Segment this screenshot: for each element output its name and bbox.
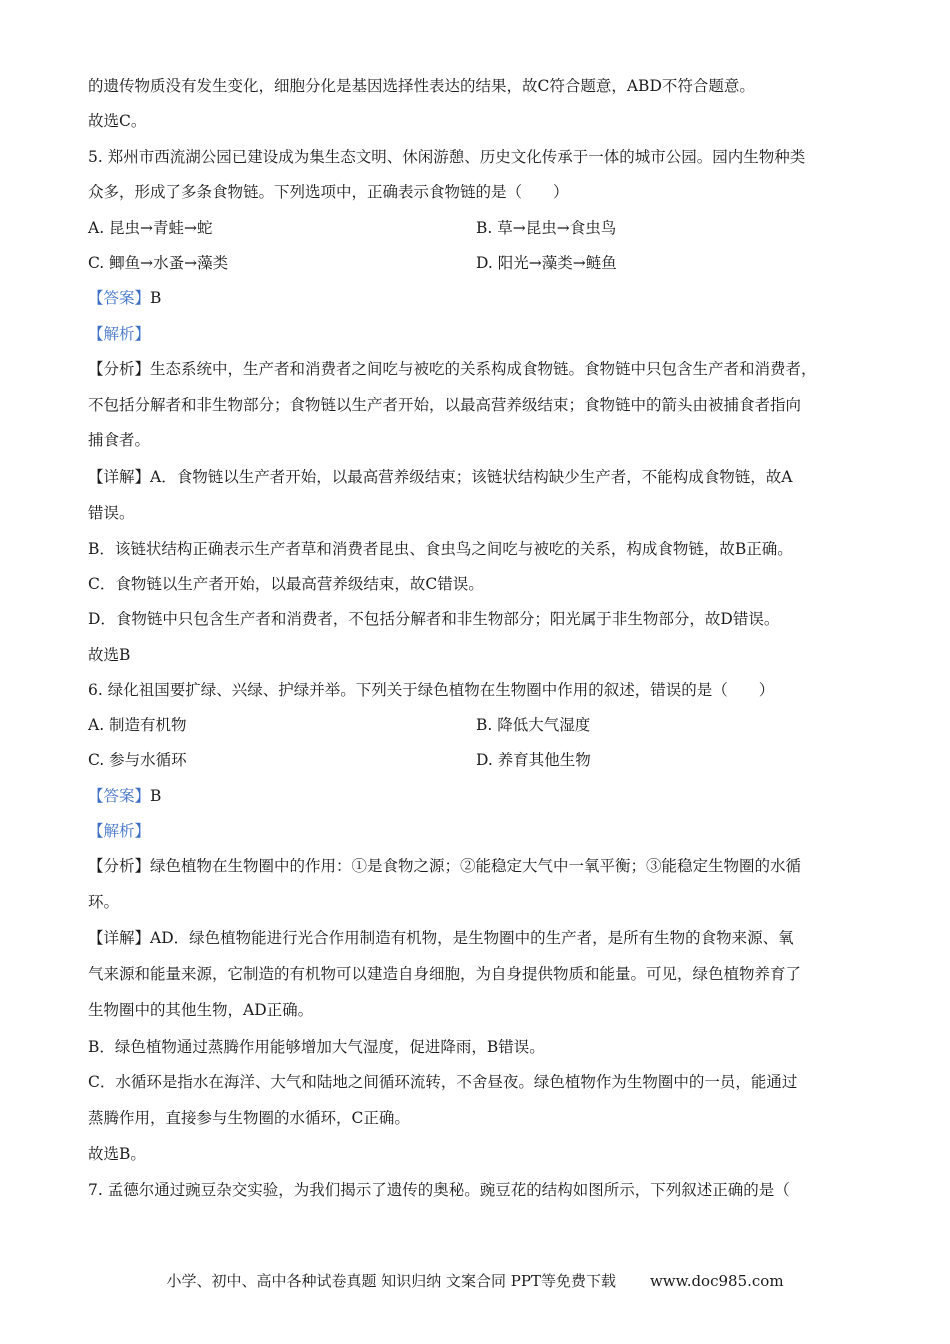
q5-conclusion: 故选B xyxy=(88,646,131,664)
paragraph-line: 的遗传物质没有发生变化，细胞分化是基因选择性表达的结果，故C符合题意，ABD不符合题意。 xyxy=(88,77,755,95)
footer-link[interactable]: www.doc985.com xyxy=(649,1272,784,1290)
q5-fenxi-line xyxy=(88,359,817,379)
q6-answer xyxy=(88,786,161,806)
q5-option-c: C. 鲫鱼→水蚤→藻类 xyxy=(88,254,229,272)
q5-explain-d: D．食物链中只包含生产者和消费者，不包括分解者和非生物部分；阳光属于非生物部分，故D错误。 xyxy=(88,610,780,628)
q6-explain-c: C．水循环是指水在海洋、大气和陆地之间循环流转，不舍昼夜。绿色植物作为生物圈中的一员，能通过 xyxy=(88,1073,798,1091)
fenxi-text: 生态系统中，生产者和消费者之间吃与被吃的关系构成食物链。食物链中只包含生产者和消费者， xyxy=(150,360,817,378)
answer-tag: 【答案】 xyxy=(88,787,151,805)
page-footer xyxy=(0,1270,950,1291)
q5-explain-c: C．食物链以生产者开始，以最高营养级结束，故C错误。 xyxy=(88,575,484,593)
q6-option-a: A. 制造有机物 xyxy=(88,716,187,734)
q5-option-b: B. 草→昆虫→食虫鸟 xyxy=(476,219,617,237)
q5-xiangjie-line-2: 错误。 xyxy=(88,504,135,522)
xiangjie-text: AD．绿色植物能进行光合作用制造有机物，是生物圈中的生产者，是所有生物的食物来源、氧 xyxy=(150,929,794,947)
q5-option-a: A. 昆虫→青蛙→蛇 xyxy=(88,219,213,237)
q5-fenxi-line-2: 不包括分解者和非生物部分；食物链以生产者开始，以最高营养级结束；食物链中的箭头由被捕食者指向 xyxy=(88,396,802,414)
q6-option-c: C. 参与水循环 xyxy=(88,751,187,769)
q6-conclusion: 故选B。 xyxy=(88,1145,146,1163)
fenxi-text: 绿色植物在生物圈中的作用：①是食物之源；②能稳定大气中一氧平衡；③能稳定生物圈的水循 xyxy=(150,857,802,875)
q6-explain-b: B．绿色植物通过蒸腾作用能够增加大气湿度，促进降雨，B错误。 xyxy=(88,1038,545,1056)
answer-value: B xyxy=(150,289,162,307)
xiangjie-tag: 【详解】 xyxy=(88,468,151,486)
q6-option-d: D. 养育其他生物 xyxy=(476,751,591,769)
question-6-stem: 6. 绿化祖国要扩绿、兴绿、护绿并举。下列关于绿色植物在生物圈中作用的叙述，错误的是（ ） xyxy=(88,681,775,699)
fenxi-tag: 【分析】 xyxy=(88,857,151,875)
q6-fenxi-line xyxy=(88,856,801,876)
q5-answer xyxy=(88,288,161,308)
answer-tag: 【答案】 xyxy=(88,289,151,307)
conclusion-line: 故选C。 xyxy=(88,112,147,130)
question-5-stem-cont: 众多，形成了多条食物链。下列选项中，正确表示食物链的是（ ） xyxy=(88,183,569,201)
q6-xiangjie-line-3: 生物圈中的其他生物，AD正确。 xyxy=(88,1001,314,1019)
question-7-stem: 7. 孟德尔通过豌豆杂交实验，为我们揭示了遗传的奥秘。豌豆花的结构如图所示，下列叙述正确的是（ xyxy=(88,1181,790,1199)
xiangjie-tag: 【详解】 xyxy=(88,929,151,947)
q6-xiangjie-line-2: 气来源和能量来源，它制造的有机物可以建造自身细胞，为自身提供物质和能量。可见，绿色植物养育了 xyxy=(88,965,802,983)
q5-xiangjie-line xyxy=(88,467,792,487)
q6-option-b: B. 降低大气湿度 xyxy=(476,716,591,734)
answer-value: B xyxy=(150,787,162,805)
q6-explain-c-cont: 蒸腾作用，直接参与生物圈的水循环，C正确。 xyxy=(88,1109,410,1127)
q5-fenxi-line-3: 捕食者。 xyxy=(88,431,151,449)
q6-xiangjie-line xyxy=(88,928,794,948)
footer-text: 小学、初中、高中各种试卷真题 知识归纳 文案合同 PPT等免费下载 xyxy=(166,1272,616,1290)
q6-analysis-heading: 【解析】 xyxy=(88,822,151,840)
q5-explain-b: B．该链状结构正确表示生产者草和消费者昆虫、食虫鸟之间吃与被吃的关系，构成食物链，故B正确。 xyxy=(88,540,793,558)
xiangjie-text: A．食物链以生产者开始，以最高营养级结束；该链状结构缺少生产者，不能构成食物链，故A xyxy=(150,468,793,486)
q5-analysis-heading: 【解析】 xyxy=(88,325,151,343)
fenxi-tag: 【分析】 xyxy=(88,360,151,378)
q5-option-d: D. 阳光→藻类→鲢鱼 xyxy=(476,254,617,272)
q6-fenxi-line-2: 环。 xyxy=(88,893,120,911)
question-5-stem: 5. 郑州市西流湖公园已建设成为集生态文明、休闲游憩、历史文化传承于一体的城市公园。园内生物种类 xyxy=(88,148,806,166)
